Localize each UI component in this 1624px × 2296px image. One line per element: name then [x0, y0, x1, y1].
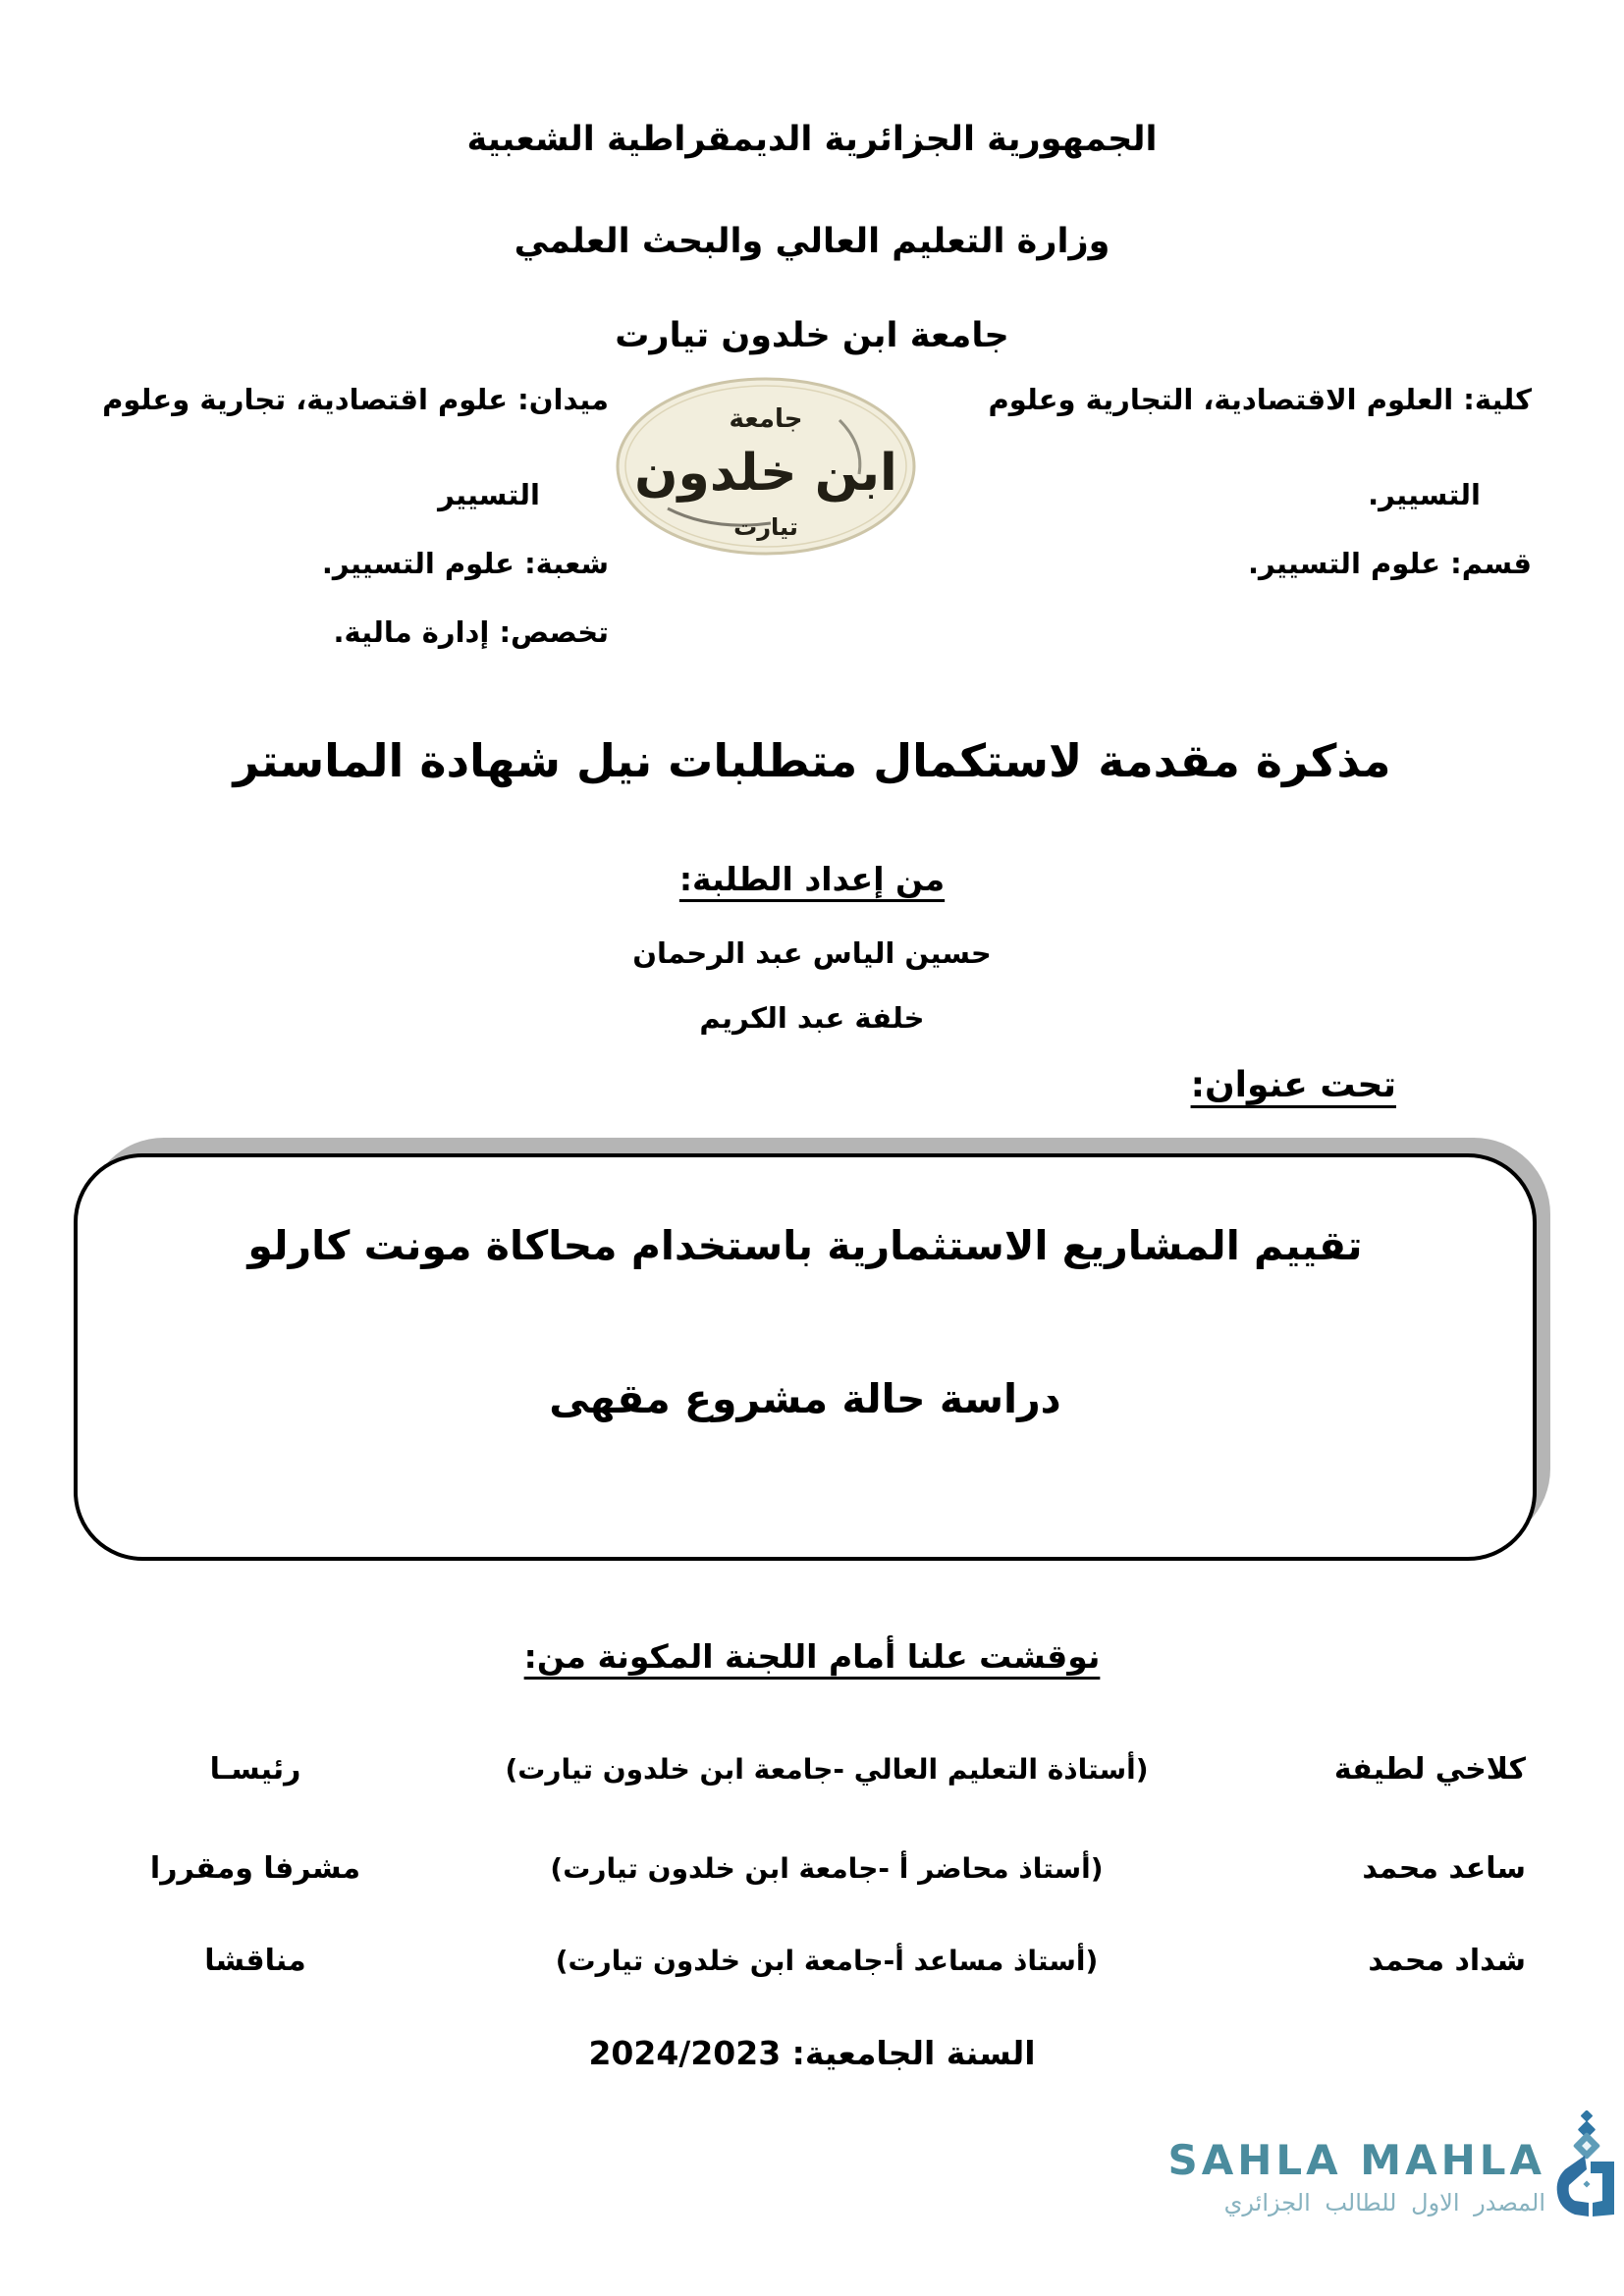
- logo-text-bottom: تيارت: [733, 513, 798, 541]
- title-box: [74, 1153, 1537, 1561]
- committee-member-name: ساعد محمد: [1362, 1851, 1526, 1886]
- sahla-mahla-watermark: [1167, 2110, 1616, 2220]
- logo-text-main: ابن خلدون: [634, 444, 897, 503]
- branch-line: شعبة: علوم التسيير.: [321, 547, 609, 580]
- department-line: قسم: علوم التسيير.: [1247, 547, 1532, 580]
- committee-member-affiliation: (أستاذ مساعد أ-جامعة ابن خلدون تيارت): [555, 1945, 1099, 1977]
- faculty-block: [962, 383, 1532, 581]
- committee-member-role: مشرفا ومقررا: [149, 1851, 361, 1886]
- committee-row: [98, 1944, 1526, 1978]
- case-study-subtitle: دراسة حالة مشروع مقهى: [549, 1375, 1061, 1422]
- field-line-2: التسيير: [438, 478, 540, 511]
- student-name-2: خلفة عبد الكريم: [699, 1001, 925, 1035]
- committee-member-name: شداد محمد: [1368, 1944, 1526, 1978]
- committee-label: [0, 1637, 1624, 1676]
- thesis-type-title: مذكرة مقدمة لاستكمال متطلبات نيل شهادة الماستر: [233, 734, 1391, 787]
- university-seal-logo: [614, 376, 918, 558]
- field-line-1: ميدان: علوم اقتصادية، تجارية وعلوم: [102, 383, 609, 416]
- specialty-line: تخصص: إدارة مالية.: [333, 615, 609, 649]
- under-title-label: [1191, 1065, 1396, 1105]
- university-title: جامعة ابن خلدون تيارت: [615, 316, 1009, 355]
- ministry-title: وزارة التعليم العالي والبحث العلمي: [514, 222, 1110, 261]
- faculty-line-1: كلية: العلوم الاقتصادية، التجارية وعلوم: [988, 383, 1532, 416]
- field-block: [98, 383, 609, 650]
- faculty-line-2: التسيير.: [1368, 478, 1481, 511]
- committee-member-role: رئيسـا: [209, 1752, 301, 1787]
- student-name-1: حسين الياس عبد الرحمان: [632, 936, 992, 970]
- watermark-tagline: المصدر الاول للطالب الجزائري: [1223, 2189, 1545, 2216]
- watermark-brand-name: SAHLA MAHLA: [1167, 2136, 1545, 2184]
- committee-label-text: نوقشت علنا أمام اللجنة المكونة من:: [523, 1637, 1101, 1676]
- committee-member-role: مناقشا: [204, 1944, 306, 1978]
- committee-member-name: كلاخي لطيفة: [1333, 1752, 1526, 1787]
- committee-row: [98, 1851, 1526, 1886]
- under-title-text: تحت عنوان:: [1190, 1065, 1396, 1105]
- republic-title: الجمهورية الجزائرية الديمقراطية الشعبية: [466, 120, 1158, 159]
- committee-member-affiliation: (أستاذ محاضر أ -جامعة ابن خلدون تيارت): [550, 1852, 1104, 1885]
- logo-text-top: جامعة: [729, 404, 803, 434]
- prepared-by-label: [0, 860, 1624, 898]
- main-thesis-title: تقييم المشاريع الاستثمارية باستخدام محاكاة مونت كارلو: [247, 1222, 1363, 1269]
- sahla-mahla-emblem-icon: [1551, 2110, 1616, 2220]
- academic-year: السنة الجامعية: 2024/2023: [588, 2034, 1036, 2072]
- watermark-text-block: [1167, 2110, 1545, 2216]
- committee-row: [98, 1752, 1526, 1787]
- prepared-by-text: من إعداد الطلبة:: [678, 860, 946, 898]
- committee-member-affiliation: (أستاذة التعليم العالي -جامعة ابن خلدون تيارت): [505, 1753, 1149, 1786]
